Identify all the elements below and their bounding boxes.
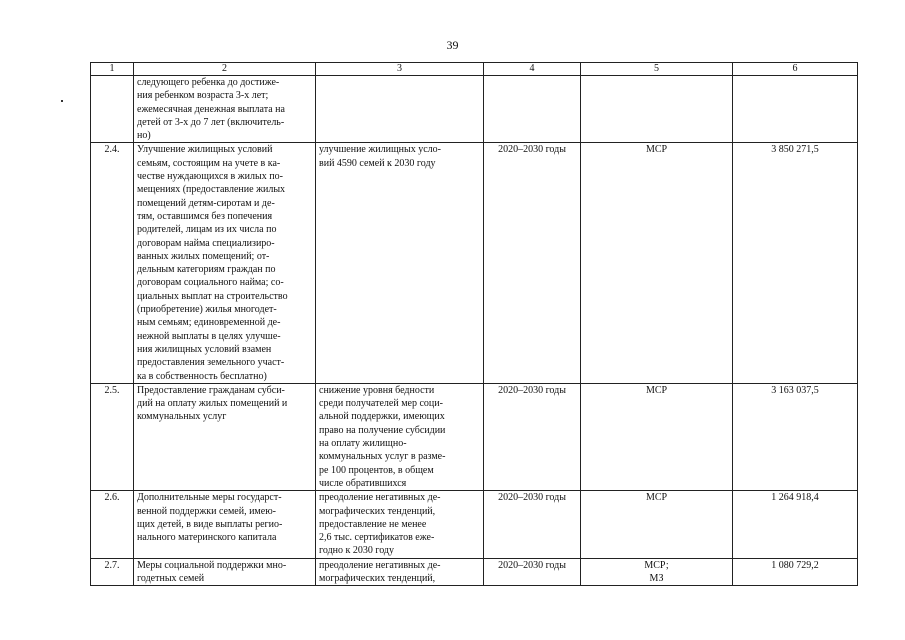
table-row — [91, 76, 858, 143]
measure-number: 2.4. — [91, 143, 134, 383]
description-line: договорам социального найма; со- — [137, 277, 284, 289]
responsible-executor — [581, 558, 733, 586]
responsible-executor — [581, 76, 733, 143]
description-line: Дополнительные меры государст- — [137, 492, 282, 504]
column-header-1: 1 — [91, 63, 134, 76]
stray-mark — [61, 100, 63, 102]
description-line: щих детей, в виде выплаты регио- — [137, 518, 283, 530]
description-line: (приобретение) жилья многодет- — [137, 304, 277, 316]
expected-result — [316, 76, 484, 143]
result-line: преодоление негативных де- — [319, 559, 441, 571]
measure-number: 2.6. — [91, 491, 134, 558]
description-line: предоставления земельного участ- — [137, 357, 285, 369]
measure-number: 2.7. — [91, 558, 134, 586]
executor-line: МСР — [645, 144, 668, 156]
executor-line: МСР — [645, 384, 668, 396]
result-line: право на получение субсидии — [319, 424, 446, 436]
description-line: детей от 3-х до 7 лет (включитель- — [137, 116, 285, 128]
expected-result — [316, 491, 484, 558]
description-line: следующего ребенка до достиже- — [137, 77, 280, 88]
funding-amount: 3 850 271,5 — [733, 143, 858, 383]
description-line: годетных семей — [137, 572, 205, 584]
result-line: ре 100 процентов, в общем — [319, 464, 434, 476]
result-line: альной поддержки, имеющих — [319, 411, 445, 423]
description-line: ка в собственность бесплатно) — [137, 370, 267, 382]
funding-amount: 3 163 037,5 — [733, 383, 858, 490]
result-line: вий 4590 семей к 2030 году — [319, 157, 436, 169]
executor-line: МЗ — [649, 572, 664, 584]
description-line: семьям, состоящим на учете в ка- — [137, 157, 281, 169]
result-line: снижение уровня бедности — [319, 384, 435, 396]
table-header-row — [91, 63, 858, 76]
description-line: циальных выплат на строительство — [137, 290, 288, 302]
funding-amount: 1 080 729,2 — [733, 558, 858, 586]
funding-amount: 1 264 918,4 — [733, 491, 858, 558]
column-header-2: 2 — [134, 63, 316, 76]
measure-number: 2.5. — [91, 383, 134, 490]
result-line: преодоление негативных де- — [319, 492, 441, 504]
description-line: нального материнского капитала — [137, 532, 277, 544]
description-line: помещений детям-сиротам и де- — [137, 197, 275, 209]
description-line: Меры социальной поддержки мно- — [137, 559, 287, 571]
column-header-5: 5 — [581, 63, 733, 76]
result-line: годно к 2030 году — [319, 545, 395, 557]
expected-result — [316, 383, 484, 490]
description-line: нежной выплаты в целях улучше- — [137, 330, 281, 342]
description-line: ным семьям; единовременной де- — [137, 317, 281, 329]
table-row — [91, 383, 858, 490]
description-line: ния жилищных условий взамен — [137, 343, 272, 355]
description-line: коммунальных услуг — [137, 411, 227, 423]
result-line: улучшение жилищных усло- — [319, 144, 441, 156]
result-line: предоставление не менее — [319, 518, 427, 530]
executor-line: МСР — [645, 492, 668, 504]
description-line: ния ребенком возраста 3-х лет; — [137, 90, 269, 102]
result-line: мографических тенденций, — [319, 505, 436, 517]
description-line: ванных жилых помещений; от- — [137, 250, 270, 262]
implementation-period: 2020–2030 годы — [484, 143, 581, 383]
description-line: мещениях (предоставление жилых — [137, 184, 286, 196]
measure-description — [134, 143, 316, 383]
table-row — [91, 558, 858, 586]
description-line: дий на оплату жилых помещений и — [137, 398, 288, 410]
description-line: венной поддержки семей, имею- — [137, 505, 276, 517]
table-body — [91, 76, 858, 586]
funding-amount — [733, 76, 858, 143]
result-line: мографических тенденций, — [319, 572, 436, 584]
description-line: договорам найма специализиро- — [137, 237, 275, 249]
implementation-period — [484, 76, 581, 143]
description-line: Предоставление гражданам субси- — [137, 384, 285, 396]
table-row — [91, 491, 858, 558]
measure-description — [134, 558, 316, 586]
responsible-executor — [581, 491, 733, 558]
measure-description — [134, 383, 316, 490]
result-line: среди получателей мер соци- — [319, 398, 443, 410]
table-row — [91, 143, 858, 383]
result-line: числе обратившихся — [319, 477, 407, 489]
executor-line: МСР; — [644, 559, 669, 571]
expected-result — [316, 143, 484, 383]
description-line: ежемесячная денежная выплата на — [137, 103, 285, 115]
measure-description — [134, 491, 316, 558]
description-line: тям, оставшимся без попечения — [137, 210, 273, 222]
description-line: но) — [137, 130, 151, 142]
result-line: 2,6 тыс. сертификатов еже- — [319, 532, 435, 544]
page-number: 39 — [446, 38, 459, 52]
column-header-3: 3 — [316, 63, 484, 76]
description-line: дельным категориям граждан по — [137, 264, 276, 276]
program-measures-table — [90, 62, 858, 586]
implementation-period: 2020–2030 годы — [484, 383, 581, 490]
column-header-6: 6 — [733, 63, 858, 76]
responsible-executor — [581, 143, 733, 383]
description-line: честве нуждающихся в жилых по- — [137, 171, 283, 183]
measure-number — [91, 76, 134, 143]
result-line: коммунальных услуг в разме- — [319, 451, 446, 463]
column-header-4: 4 — [484, 63, 581, 76]
description-line: родителей, лицам из их числа по — [137, 224, 277, 236]
expected-result — [316, 558, 484, 586]
responsible-executor — [581, 383, 733, 490]
result-line: на оплату жилищно- — [319, 438, 407, 450]
implementation-period: 2020–2030 годы — [484, 558, 581, 586]
implementation-period: 2020–2030 годы — [484, 491, 581, 558]
measure-description — [134, 76, 316, 143]
description-line: Улучшение жилищных условий — [137, 144, 273, 156]
